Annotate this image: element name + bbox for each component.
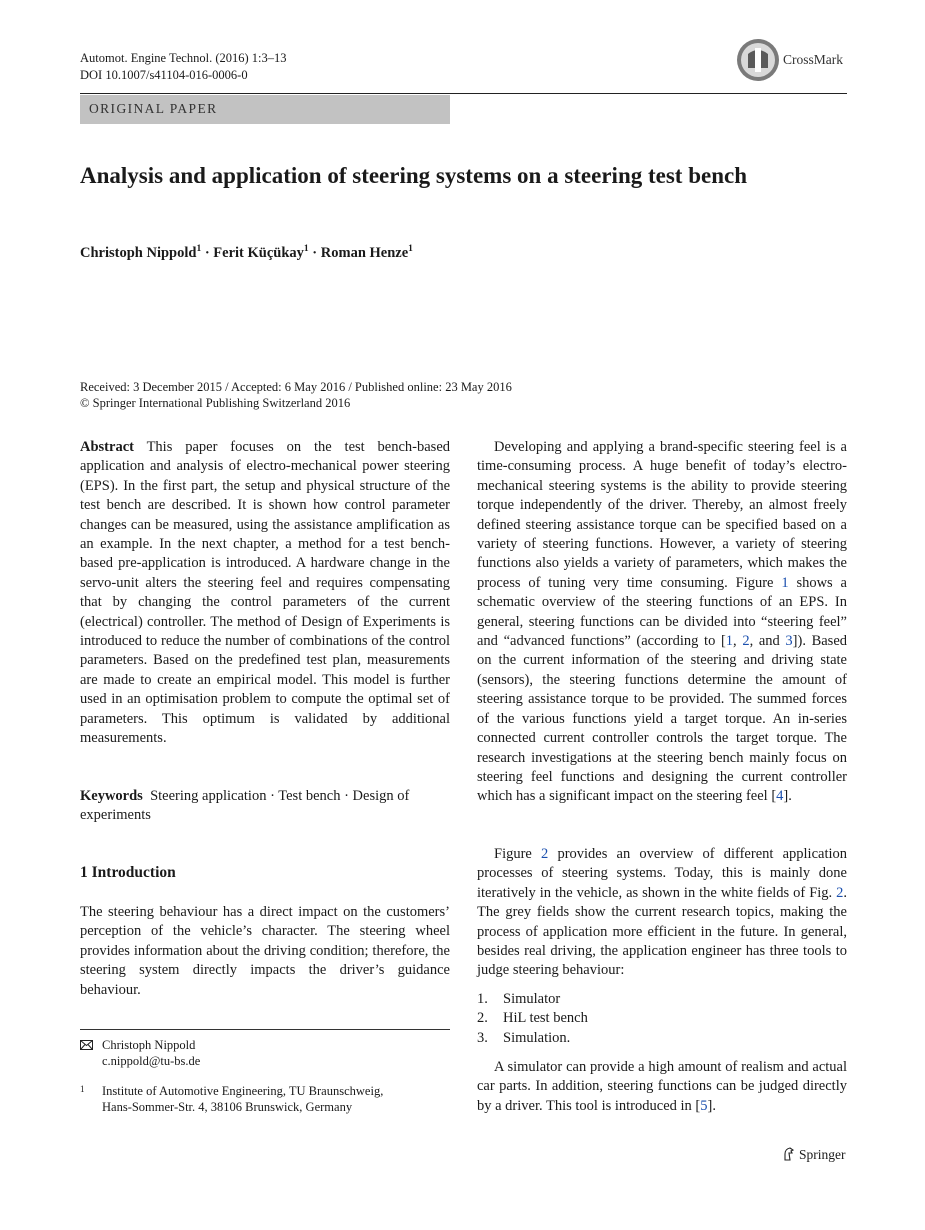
keywords: [80, 787, 450, 826]
paper-title: Analysis and application of steering systems on a steering test bench: [80, 163, 748, 188]
journal-header: [80, 50, 287, 84]
list-text: HiL test bench: [503, 1010, 588, 1027]
list-number: 1.: [477, 991, 488, 1007]
journal-citation: Automot. Engine Technol. (2016) 1:3–13: [80, 51, 287, 65]
text-run: A simulator can provide a high amount of realism and actual car parts. In addition, steering functions can be judged directly by a driver. This tool is introduced in [: [477, 1059, 847, 1114]
figure-ref-link[interactable]: 1: [781, 574, 789, 591]
crossmark-label: CrossMark: [783, 52, 843, 67]
list-number: 2.: [477, 1010, 488, 1027]
contact-name: Christoph Nippold: [102, 1038, 196, 1052]
doi[interactable]: DOI 10.1007/s41104-016-0006-0: [80, 68, 248, 82]
keywords-label: Keywords: [80, 788, 143, 804]
body-paragraph: [477, 845, 847, 981]
citation-link[interactable]: 2: [742, 633, 750, 650]
abstract-label: Abstract: [80, 439, 134, 455]
section-label: ORIGINAL PAPER: [89, 101, 218, 116]
author-separator: ·: [308, 244, 321, 261]
text-run: ].: [707, 1097, 716, 1114]
affiliation-mark: 1: [303, 244, 309, 254]
text-run: Figure: [494, 846, 542, 862]
citation-link[interactable]: 3: [785, 633, 793, 650]
section-banner: [80, 95, 450, 124]
publication-dates: [80, 379, 512, 411]
text-run: . The grey fields show the current research topics, making the process of application more efficient in the future. In general, besides real driving, the application engineer has three tools to judge steering behaviour:: [477, 884, 847, 979]
author-name[interactable]: Ferit Küçükay: [213, 244, 304, 261]
text-run: , and: [749, 633, 786, 650]
affiliation-line: Hans-Sommer-Str. 4, 38106 Brunswick, Germany: [102, 1100, 353, 1114]
keywords-text: Steering application · Test bench · Design of experiments: [80, 788, 410, 824]
springer-horse-icon: [782, 1147, 796, 1165]
copyright-line: © Springer International Publishing Switzerland 2016: [80, 396, 351, 410]
author-name[interactable]: Roman Henze: [320, 244, 409, 261]
body-paragraph: [477, 438, 847, 807]
section-heading-introduction: 1 Introduction: [80, 864, 176, 881]
abstract-text: This paper focuses on the test bench-based application and analysis of electro-mechanical power steering (EPS). In the first part, the setup and physical structure of the test bench are described. It is shown how control parameter changes can be measured, using the assistance amplification as an example. In the next chapter, a method for a test bench-based pre-application is introduced. A hardware change in the servo-unit alters the steering feel and requires compensating that by changing the control parameters of the current (electrical) controller. The method of Design of Experiments is introduced to reduce the number of combinations of the control parameters. Based on the predefined test plan, measurements are made to create an empirical model. This model is further used in an optimisation problem to compute the optimal set of parameters. This optimum is validated by additional measurements.: [80, 439, 451, 747]
affiliation-number: 1: [80, 1084, 85, 1094]
affiliation-mark: 1: [408, 244, 413, 254]
list-text: Simulator: [503, 991, 561, 1007]
intro-paragraph: The steering behaviour has a direct impact on the customers’ perception of the vehicle’s character. The steering wheel provides information about the driving condition; therefore, the steering system directly impacts the driver’s guidance behaviour.: [80, 904, 450, 998]
list-text: Simulation.: [503, 1029, 571, 1046]
abstract: [80, 438, 450, 749]
author-name[interactable]: Christoph Nippold: [80, 244, 197, 261]
text-run: ].: [783, 788, 792, 805]
contact-email[interactable]: c.nippold@tu-bs.de: [102, 1054, 201, 1068]
list-number: 3.: [477, 1029, 488, 1046]
figure-ref-link[interactable]: 2: [541, 846, 549, 862]
publisher-name: Springer: [799, 1147, 846, 1162]
list-item: [477, 1009, 588, 1028]
header-rule: [80, 93, 847, 94]
envelope-icon: [80, 1037, 102, 1069]
body-paragraph: [477, 1058, 847, 1116]
corresponding-author: [80, 1037, 200, 1069]
text-run: ]). Based on the current information of the steering and driving state (sensors), the steering functions determine the amount of steering assistance torque to be provided. The summed forces of the various functions yield a target torque. An in-series connected current controller controls the target torque. The research investigations at the steering bench mainly focus on steering feel functions and designing the current controller which has a significant impact on the steering feel [: [477, 633, 848, 805]
text-run: provides an overview of different application processes of steering systems. Today, this is mainly done iteratively in the vehicle, as shown in the white fields of Fig.: [477, 846, 847, 901]
affiliation-footnote: [80, 1083, 383, 1115]
figure-ref-link[interactable]: 2: [836, 884, 844, 901]
received-line: Received: 3 December 2015 / Accepted: 6 May 2016 / Published online: 23 May 2016: [80, 380, 512, 394]
author-separator: ·: [201, 244, 214, 261]
footnote-rule: [80, 1029, 450, 1030]
citation-link[interactable]: 4: [776, 788, 784, 805]
list-item: [477, 1029, 588, 1048]
text-run: Developing and applying a brand-specific steering feel is a time-consuming process. A huge benefit of today’s electro-mechanical steering systems is the ability to provide steering torque independently of the driver. Thereby, an almost freely defined steering assistance torque can be specified based on a variety of steering functions. However, a variety of steering functions also yields a variety of parameters, which makes the process of tuning very time consuming. Figure: [477, 439, 847, 591]
publisher-footer: [782, 1147, 846, 1165]
citation-link[interactable]: 1: [725, 633, 734, 650]
text-run: ,: [733, 633, 743, 650]
tool-list: [477, 990, 588, 1048]
crossmark-icon: [736, 38, 780, 82]
affiliation-line: Institute of Automotive Engineering, TU Braunschweig,: [102, 1084, 384, 1098]
crossmark-badge[interactable]: [736, 38, 866, 82]
text-run: shows a schematic overview of the steering functions of an EPS. In general, steering functions can be divided into “steering feel” and “advanced functions” (according to [: [477, 574, 847, 650]
list-item: [477, 990, 588, 1009]
author-list: [80, 244, 413, 262]
citation-link[interactable]: 5: [700, 1097, 708, 1114]
affiliation-mark: 1: [196, 244, 202, 254]
